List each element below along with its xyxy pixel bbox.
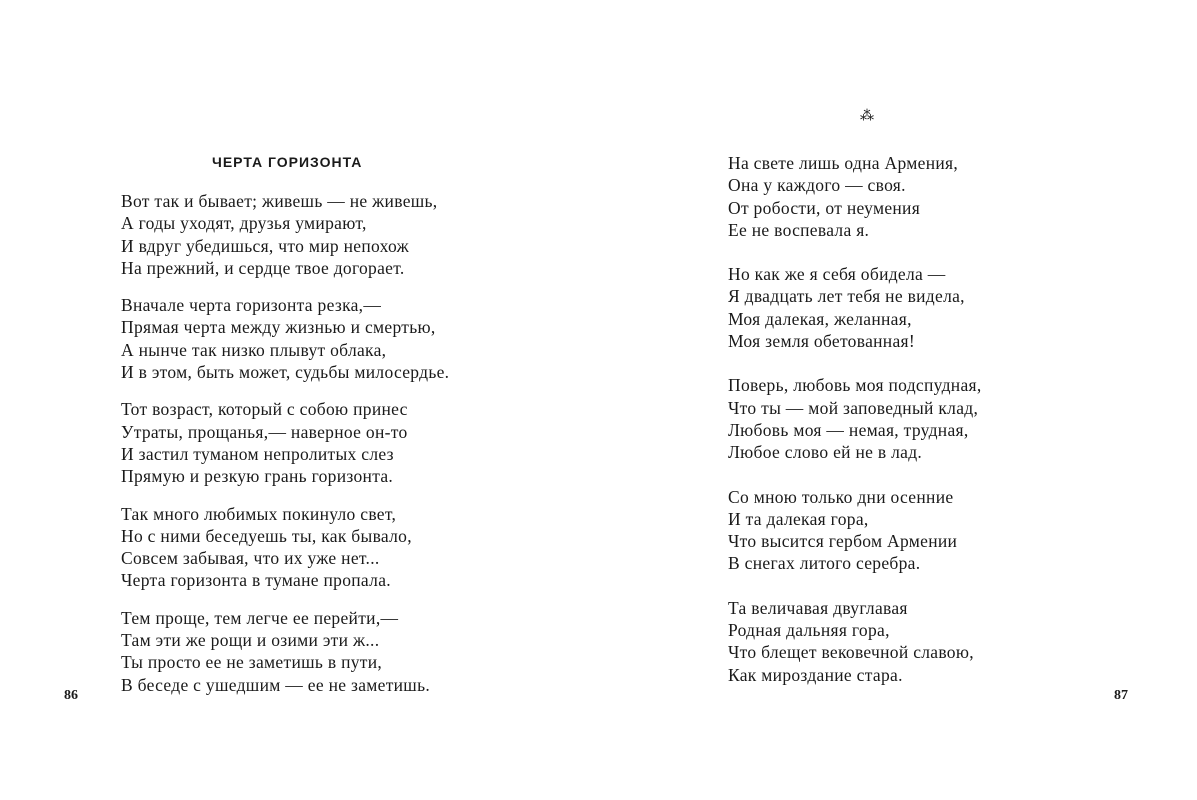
stanza <box>121 607 449 696</box>
stanza <box>121 398 449 487</box>
poem-text <box>121 190 449 711</box>
poem-line: Любое слово ей не в лад. <box>728 442 923 463</box>
poem-line: Тем проще, тем легче ее перейти,— <box>121 607 399 628</box>
stanza <box>728 597 982 686</box>
poem-line: Прямая черта между жизнью и смертью, <box>121 317 436 338</box>
stanza <box>728 374 982 463</box>
poem-line: Родная дальняя гора, <box>728 620 890 641</box>
poem-line: И в этом, быть может, судьбы милосердье. <box>121 362 450 383</box>
poem-line: Вначале черта горизонта резка,— <box>121 295 382 316</box>
poem-line: Но с ними беседуешь ты, как бывало, <box>121 525 412 546</box>
poem-line: А годы уходят, друзья умирают, <box>121 213 367 234</box>
poem-line: Поверь, любовь моя подспудная, <box>728 375 982 396</box>
stanza <box>728 263 982 352</box>
poem-text <box>728 152 982 708</box>
poem-line: Ее не воспевала я. <box>728 219 870 240</box>
poem-line: Ты просто ее не заметишь в пути, <box>121 652 383 673</box>
poem-line: Моя далекая, желанная, <box>728 308 912 329</box>
poem-line: Утраты, прощанья,— наверное он-то <box>121 421 408 442</box>
poem-line: В беседе с ушедшим — ее не заметишь. <box>121 674 431 695</box>
poem-title: ЧЕРТА ГОРИЗОНТА <box>212 154 363 170</box>
stanza <box>728 152 982 241</box>
poem-line: Та величавая двуглавая <box>728 597 908 618</box>
poem-line: Что блещет вековечной славою, <box>728 642 974 663</box>
poem-line: Как мироздание стара. <box>728 664 903 685</box>
poem-line: От робости, от неумения <box>728 197 921 218</box>
poem-line: И вдруг убедишься, что мир непохож <box>121 235 409 256</box>
stanza <box>728 486 982 575</box>
left-page <box>0 0 598 800</box>
poem-line: Совсем забывая, что их уже нет... <box>121 548 380 569</box>
poem-line: И застил туманом непролитых слез <box>121 443 394 464</box>
poem-line: На свете лишь одна Армения, <box>728 153 959 173</box>
poem-line: Так много любимых покинуло свет, <box>121 503 397 524</box>
poem-line: Тот возраст, который с собою принес <box>121 399 408 420</box>
poem-line: Прямую и резкую грань горизонта. <box>121 466 394 487</box>
poem-line: Но как же я себя обидела — <box>728 264 946 285</box>
stanza <box>121 294 449 383</box>
asterism-ornament: ⁂ <box>860 109 873 124</box>
poem-line: Я двадцать лет тебя не видела, <box>728 286 965 307</box>
poem-line: Черта горизонта в тумане пропала. <box>121 570 391 591</box>
right-page <box>598 0 1197 800</box>
poem-line: А нынче так низко плывут облака, <box>121 339 387 360</box>
page-number: 86 <box>64 688 78 703</box>
poem-line: Она у каждого — своя. <box>728 175 906 196</box>
poem-line: Что высится гербом Армении <box>728 531 958 552</box>
poem-line: Со мною только дни осенние <box>728 486 954 507</box>
poem-line: Что ты — мой заповедный клад, <box>728 397 979 418</box>
poem-line: Моя земля обетованная! <box>728 331 916 352</box>
poem-line: И та далекая гора, <box>728 508 869 529</box>
stanza <box>121 190 449 279</box>
poem-line: Там эти же рощи и озими эти ж... <box>121 630 380 651</box>
poem-line: Любовь моя — немая, трудная, <box>728 419 969 440</box>
page-number: 87 <box>1114 688 1128 703</box>
poem-line: Вот так и бывает; живешь — не живешь, <box>121 191 438 211</box>
poem-line: В снегах литого серебра. <box>728 553 921 574</box>
stanza <box>121 503 449 592</box>
poem-line: На прежний, и сердце твое догорает. <box>121 257 405 278</box>
